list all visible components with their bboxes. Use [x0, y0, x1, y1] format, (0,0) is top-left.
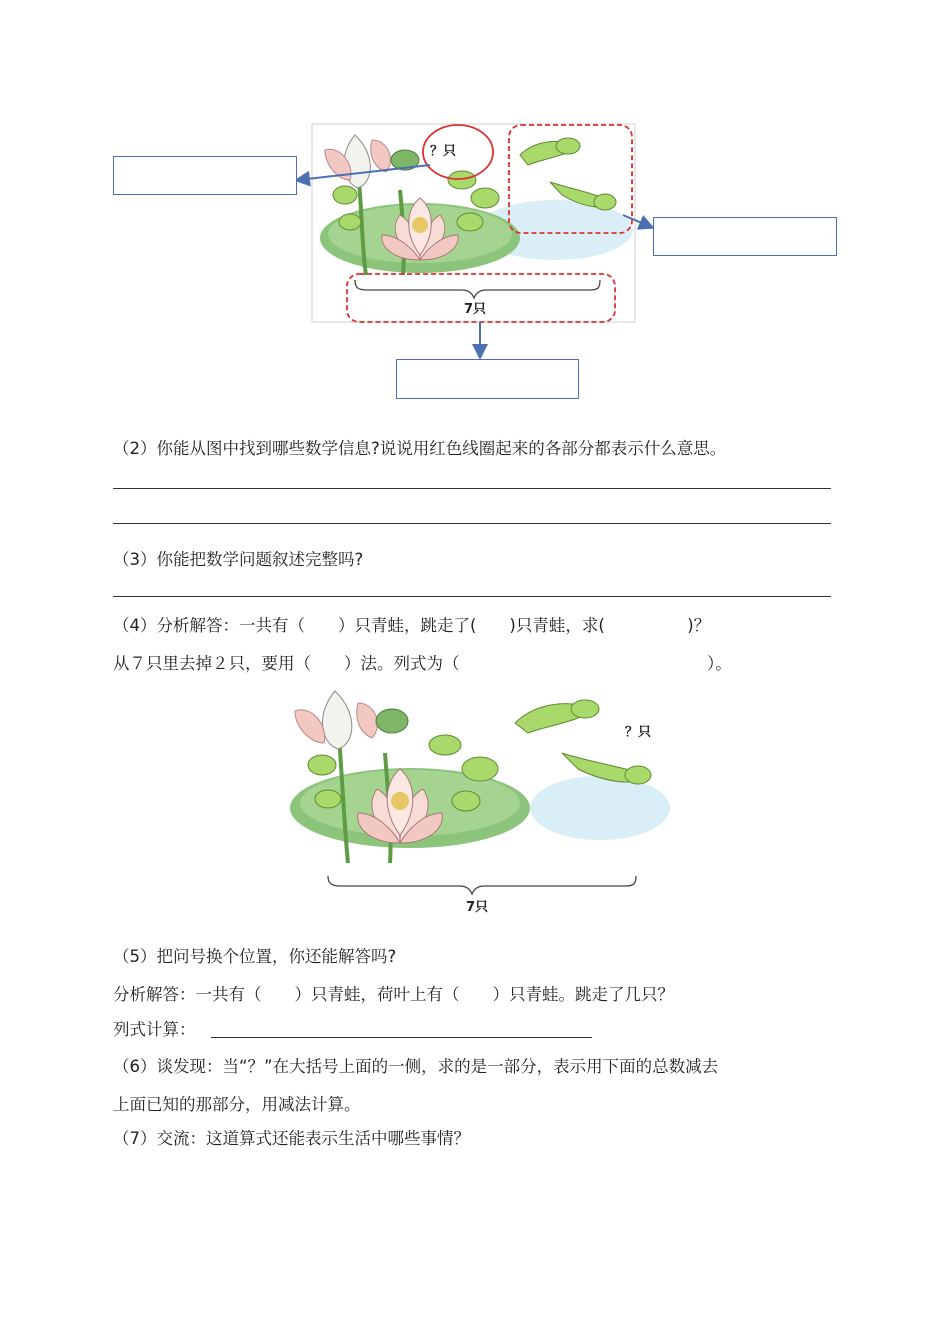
question-5-line1: 分析解答：一共有（ ）只青蛙，荷叶上有（ ）只青蛙。跳走了几只？ — [113, 985, 674, 1004]
question-6-line2: 上面已知的那部分，用减法计算。 — [113, 1095, 361, 1114]
question-4-line2: 从７只里去掉２只，要用（ ）法。列式为（ ）。 — [113, 654, 732, 673]
figure-frogs — [280, 683, 680, 923]
question-mark-label-2: ？只 — [625, 725, 652, 740]
question-6-line1: （6）谈发现：当“？”在大括号上面的一侧，求的是一部分，表示用下面的总数减去 — [113, 1057, 719, 1076]
question-7: （7）交流：这道算式还能表示生活中哪些事情？ — [113, 1129, 470, 1148]
total-count-label: 7只 — [464, 302, 487, 317]
answer-line-q2-a[interactable] — [113, 488, 831, 489]
total-count-label-2: 7只 — [466, 900, 489, 915]
answer-line-q5[interactable] — [211, 1037, 592, 1038]
question-5-title: （5）把问号换个位置，你还能解答吗? — [113, 947, 397, 966]
question-2: （2）你能从图中找到哪些数学信息?说说用红色线圈起来的各部分都表示什么意思。 — [113, 439, 727, 458]
question-4-line1: （4）分析解答：一共有（ ）只青蛙，跳走了( )只青蛙，求( )？ — [113, 616, 711, 635]
answer-box-left[interactable] — [113, 156, 297, 195]
answer-line-q3[interactable] — [113, 596, 831, 597]
answer-box-bottom[interactable] — [396, 359, 579, 399]
answer-box-right[interactable] — [653, 217, 837, 256]
question-5-line2-label: 列式计算： — [113, 1020, 196, 1039]
question-mark-label: ？只 — [430, 144, 457, 159]
frog-scene-illustration — [280, 683, 680, 923]
question-3: （3）你能把数学问题叙述完整吗? — [113, 550, 364, 569]
answer-line-q2-b[interactable] — [113, 523, 831, 524]
